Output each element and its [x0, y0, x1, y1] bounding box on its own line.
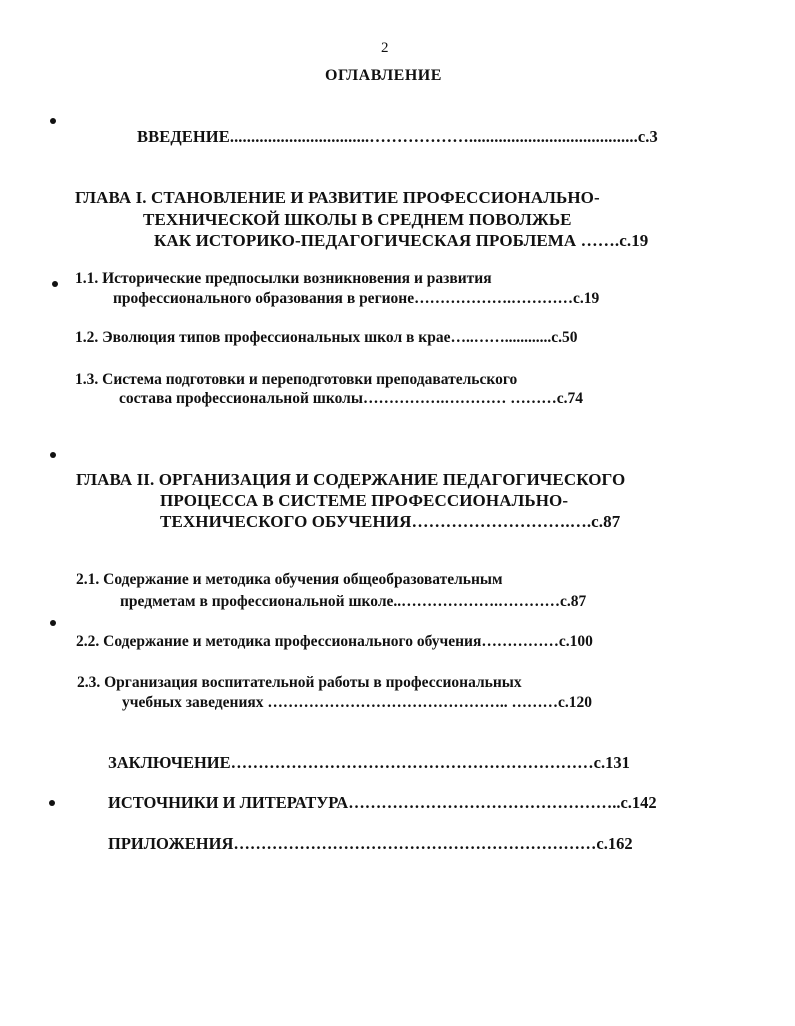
- chapter-2-line-3: ТЕХНИЧЕСКОГО ОБУЧЕНИЯ……………………….….с.87: [160, 512, 621, 531]
- section-1-3-line-1: 1.3. Система подготовки и переподготовки преподавательского: [75, 371, 518, 388]
- margin-mark: [52, 281, 58, 287]
- chapter-1-line-2: ТЕХНИЧЕСКОЙ ШКОЛЫ В СРЕДНЕМ ПОВОЛЖЬЕ: [143, 210, 572, 229]
- section-1-1-line-1: 1.1. Исторические предпосылки возникновения и развития: [75, 270, 492, 287]
- section-2-1-line-1: 2.1. Содержание и методика обучения общеобразовательным: [76, 571, 503, 588]
- chapter-2-line-2: ПРОЦЕССА В СИСТЕМЕ ПРОФЕССИОНАЛЬНО-: [160, 491, 569, 510]
- chapter-2-line-1: ГЛАВА II. ОРГАНИЗАЦИЯ И СОДЕРЖАНИЕ ПЕДАГОГИЧЕСКОГО: [76, 470, 626, 489]
- chapter-1-line-1: ГЛАВА I. СТАНОВЛЕНИЕ И РАЗВИТИЕ ПРОФЕССИОНАЛЬНО-: [75, 188, 600, 207]
- section-2-3-line-2: учебных заведениях ……………………………………….. ………с.120: [122, 694, 593, 711]
- toc-section-2-2: 2.2. Содержание и методика профессионального обучения……………с.100: [76, 633, 593, 650]
- toc-section-1-2: 1.2. Эволюция типов профессиональных школ в крае…..……............с.50: [75, 329, 578, 346]
- toc-entry-conclusion: ЗАКЛЮЧЕНИЕ…………………………………………………………с.131: [108, 753, 630, 772]
- page-title: ОГЛАВЛЕНИЕ: [325, 67, 442, 84]
- chapter-1-line-3: КАК ИСТОРИКО-ПЕДАГОГИЧЕСКАЯ ПРОБЛЕМА …….с.19: [154, 231, 649, 250]
- margin-mark: [50, 620, 56, 626]
- margin-mark: [50, 118, 56, 124]
- section-2-1-line-2: предметам в профессиональной школе..……………….…………с.87: [120, 593, 587, 610]
- section-2-3-line-1: 2.3. Организация воспитательной работы в профессиональных: [77, 674, 522, 691]
- toc-entry-appendices: ПРИЛОЖЕНИЯ…………………………………………………………с.162: [108, 834, 633, 853]
- section-1-1-line-2: профессионального образования в регионе……………….…………с.19: [113, 290, 600, 307]
- margin-mark: [49, 800, 55, 806]
- toc-entry-sources: ИСТОЧНИКИ И ЛИТЕРАТУРА…………………………………………..с.142: [108, 793, 657, 812]
- toc-entry-introduction: ВВЕДЕНИЕ.................................………………........................................с.3: [137, 127, 658, 146]
- page-number: 2: [381, 40, 389, 56]
- margin-mark: [50, 452, 56, 458]
- section-1-3-line-2: состава профессиональной школы…………….………… ………с.74: [119, 390, 583, 407]
